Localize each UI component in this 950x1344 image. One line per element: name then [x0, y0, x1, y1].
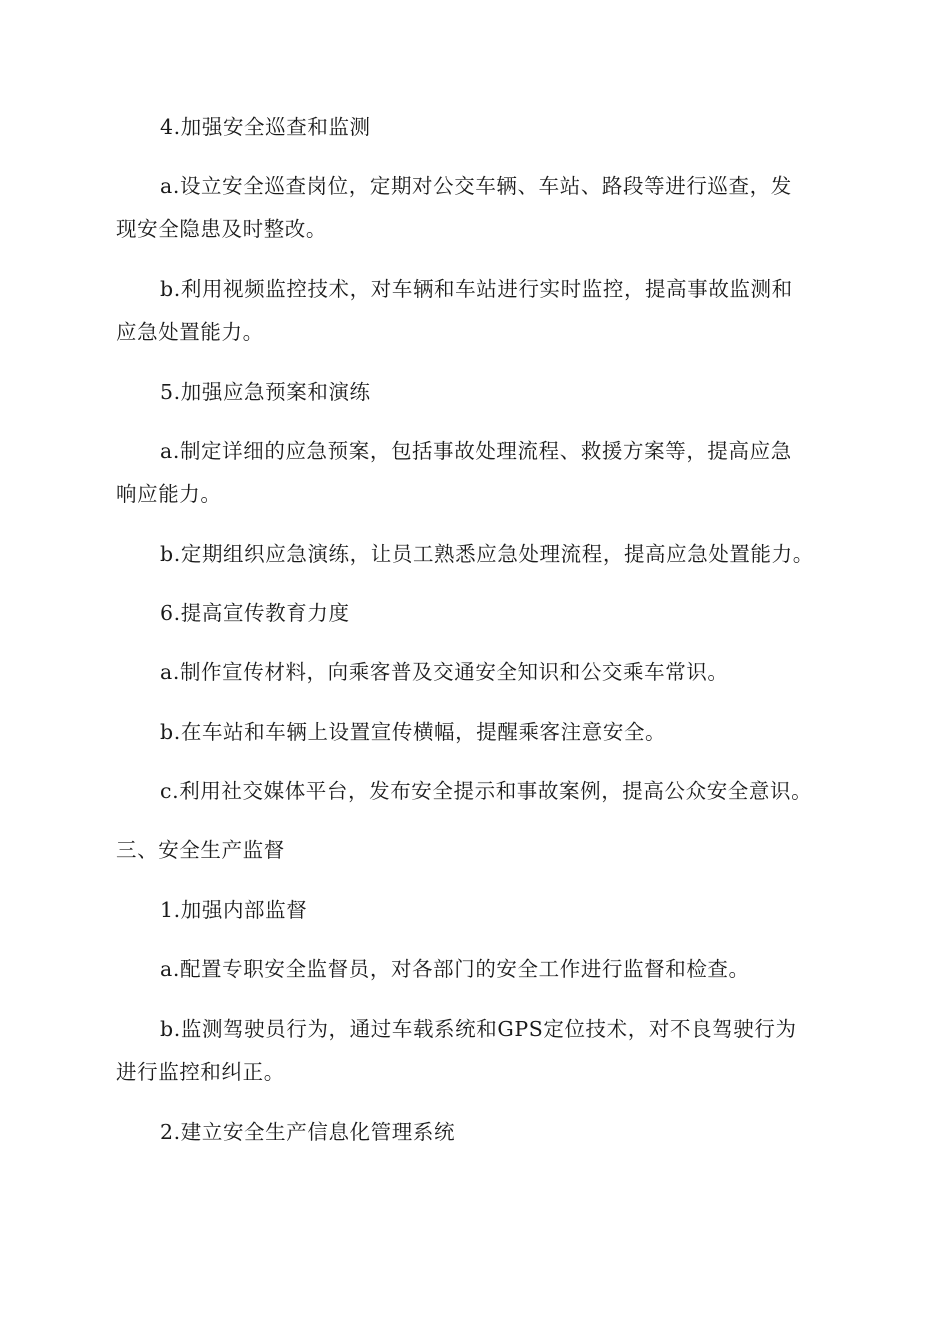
subheading-6: 6.提高宣传教育力度 — [160, 601, 350, 625]
paragraph-1b-line2: 进行监控和纠正。 — [116, 1060, 285, 1084]
paragraph-4b-line1: b.利用视频监控技术，对车辆和车站进行实时监控，提高事故监测和 — [160, 277, 793, 301]
paragraph-4a-line2: 现安全隐患及时整改。 — [116, 217, 327, 241]
paragraph-5a-line1: a.制定详细的应急预案，包括事故处理流程、救援方案等，提高应急 — [160, 439, 792, 463]
subheading-1: 1.加强内部监督 — [160, 898, 308, 922]
subheading-5: 5.加强应急预案和演练 — [160, 380, 371, 404]
paragraph-4a-line1: a.设立安全巡查岗位，定期对公交车辆、车站、路段等进行巡查，发 — [160, 174, 792, 198]
subheading-4: 4.加强安全巡查和监测 — [160, 115, 371, 139]
section-heading-3: 三、安全生产监督 — [116, 838, 285, 862]
paragraph-1b-line1: b.监测驾驶员行为，通过车载系统和GPS定位技术，对不良驾驶行为 — [160, 1017, 797, 1041]
paragraph-6c: c.利用社交媒体平台，发布安全提示和事故案例，提高公众安全意识。 — [160, 779, 813, 803]
paragraph-4b-line2: 应急处置能力。 — [116, 320, 264, 344]
paragraph-5b: b.定期组织应急演练，让员工熟悉应急处理流程，提高应急处置能力。 — [160, 542, 814, 566]
subheading-2: 2.建立安全生产信息化管理系统 — [160, 1120, 456, 1144]
paragraph-6a: a.制作宣传材料，向乘客普及交通安全知识和公交乘车常识。 — [160, 660, 729, 684]
paragraph-6b: b.在车站和车辆上设置宣传横幅，提醒乘客注意安全。 — [160, 720, 667, 744]
paragraph-1a: a.配置专职安全监督员，对各部门的安全工作进行监督和检查。 — [160, 957, 750, 981]
paragraph-5a-line2: 响应能力。 — [116, 482, 222, 506]
